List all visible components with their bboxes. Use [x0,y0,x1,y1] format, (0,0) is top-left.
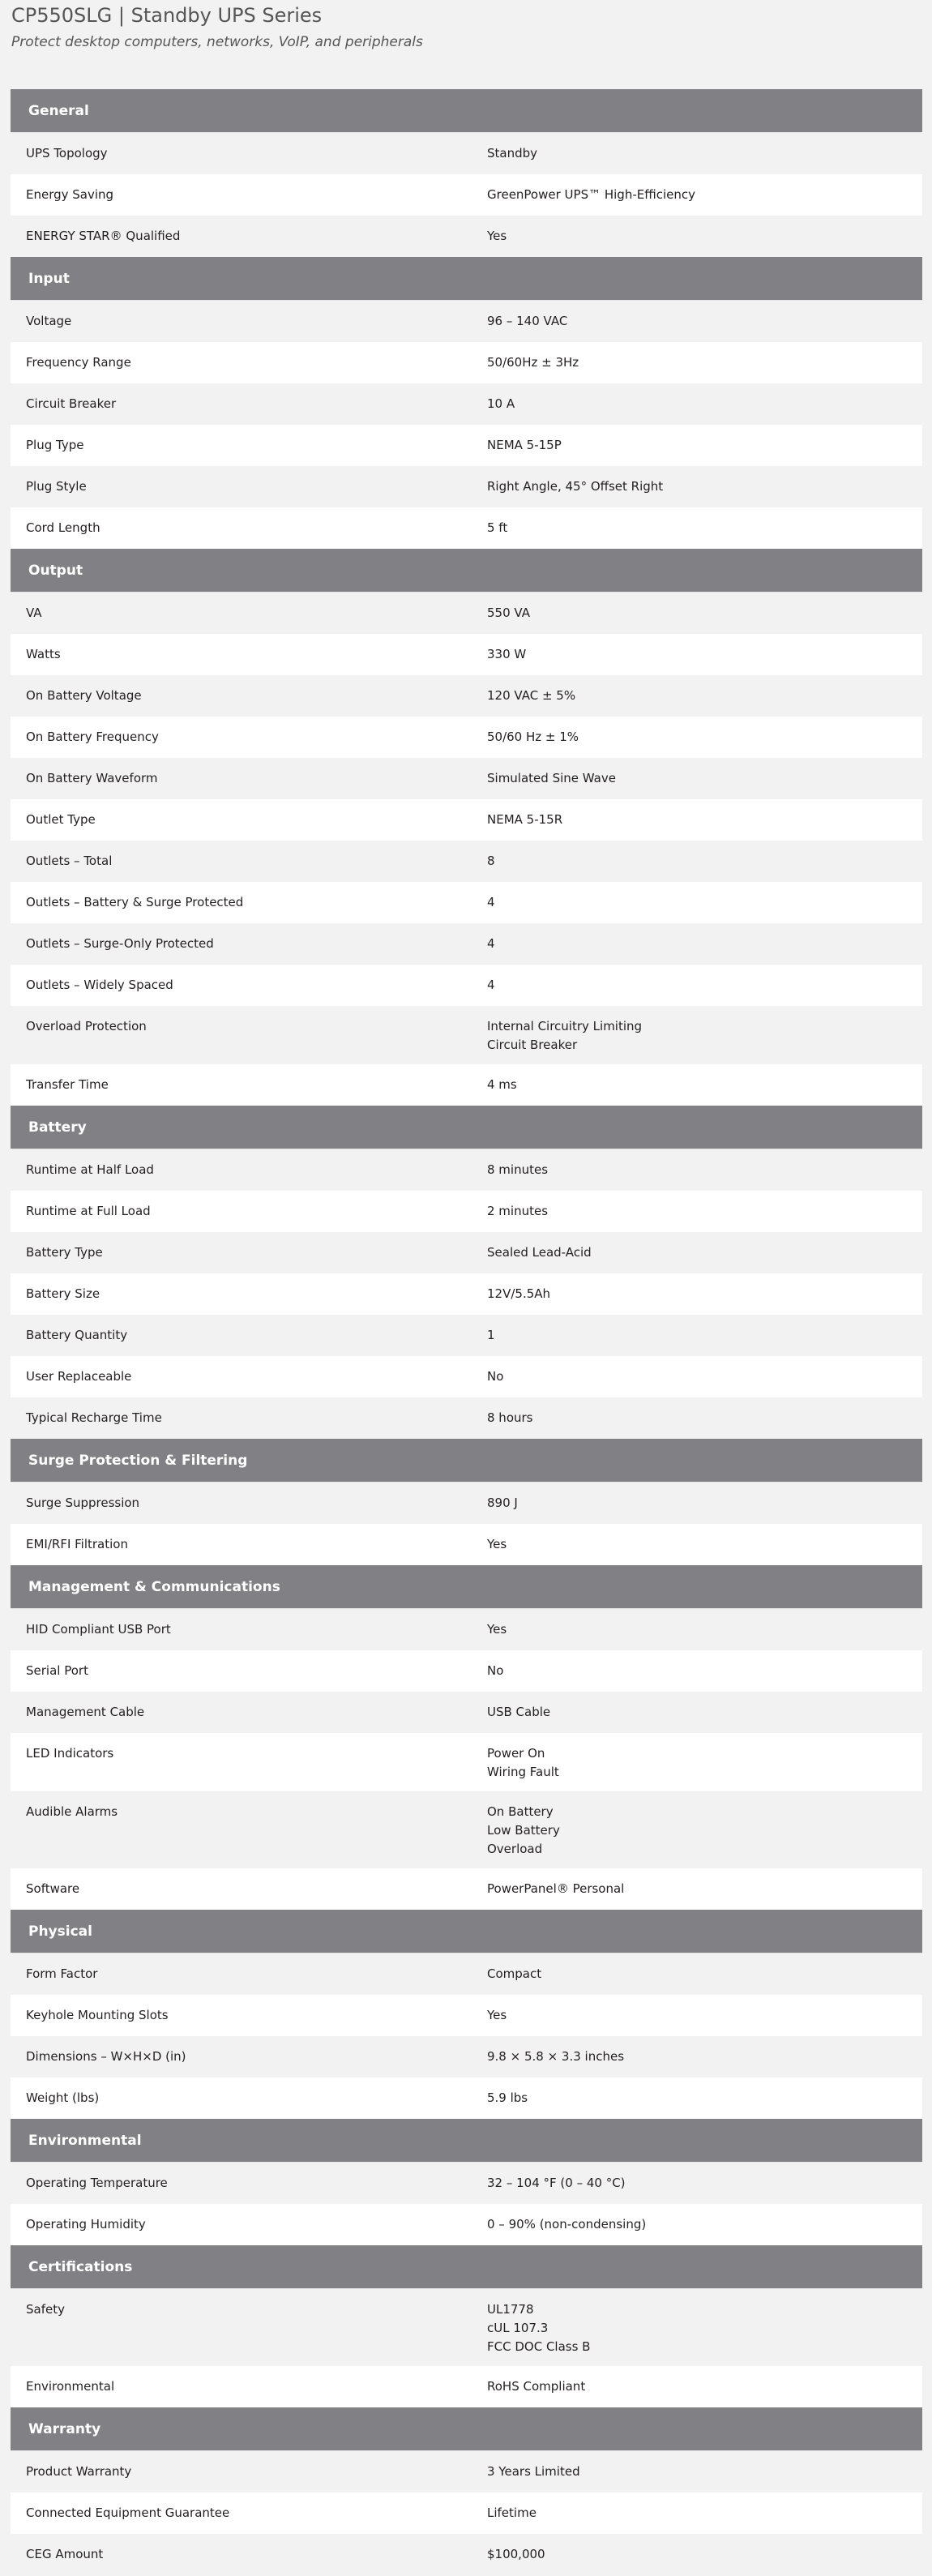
spec-row [11,1006,922,1064]
spec-section [11,89,922,257]
spec-label: Outlets – Total [26,854,113,868]
spec-row [11,1650,922,1692]
spec-label: Outlets – Widely Spaced [26,978,173,992]
spec-value-line: 8 minutes [487,1162,549,1177]
spec-value-line: Standby [487,146,538,160]
spec-value [487,2463,922,2483]
spec-label: Energy Saving [26,187,114,202]
spec-value-line: GreenPower UPS™ High-Efficiency [487,187,695,202]
spec-value-line: No [487,1369,504,1384]
spec-label: LED Indicators [26,1746,114,1761]
spec-value-line: 9.8 × 5.8 × 3.3 inches [487,2049,625,2064]
spec-section [11,549,922,1106]
spec-value [487,604,922,624]
spec-value-line: Yes [487,1622,507,1637]
spec-section [11,2407,922,2575]
spec-value [487,519,922,539]
spec-value-line: Low Battery [487,1823,560,1838]
spec-label: Plug Style [26,479,87,494]
spec-value [487,2215,922,2236]
page-subtitle: Protect desktop computers, networks, VoIP, and peripherals [11,34,423,50]
spec-label: User Replaceable [26,1369,132,1384]
spec-value [487,1703,922,1723]
spec-value [487,893,922,914]
section-header: Battery [11,1106,922,1149]
spec-label: Operating Humidity [26,2217,146,2232]
spec-value-line: FCC DOC Class B [487,2339,591,2354]
spec-value-line: Internal Circuitry Limiting [487,1019,643,1033]
spec-value-line: 1 [487,1328,495,1342]
spec-value-line: 50/60Hz ± 3Hz [487,355,579,370]
spec-value [487,1017,922,1055]
spec-value-line: 890 J [487,1496,518,1510]
spec-row [11,2036,922,2077]
section-header: Certifications [11,2245,922,2289]
spec-row [11,2204,922,2245]
spec-label: Outlets – Battery & Surge Protected [26,895,244,909]
spec-value [487,769,922,789]
spec-section [11,1910,922,2119]
spec-value [487,1620,922,1641]
section-header: Environmental [11,2119,922,2163]
spec-row [11,1733,922,1791]
spec-value-line: On Battery [487,1804,554,1819]
section-header: Input [11,257,922,301]
spec-label: Outlets – Surge-Only Protected [26,936,214,951]
spec-value-line: 4 [487,978,495,992]
spec-row [11,1868,922,1910]
spec-label: Typical Recharge Time [26,1410,162,1425]
spec-row [11,758,922,799]
spec-row [11,634,922,675]
spec-value-line: 32 – 104 °F (0 – 40 °C) [487,2176,626,2190]
spec-value [487,1243,922,1264]
spec-row [11,841,922,882]
spec-row [11,1356,922,1397]
spec-value-line: Yes [487,229,507,243]
section-header: Physical [11,1910,922,1953]
spec-label: Environmental [26,2379,115,2394]
spec-value-line: Power On [487,1746,545,1761]
spec-row [11,2163,922,2204]
spec-value [487,1803,922,1859]
spec-value [487,2504,922,2524]
spec-value [487,1965,922,1985]
spec-section [11,1106,922,1439]
spec-value [487,976,922,996]
spec-label: Watts [26,647,61,661]
spec-row [11,717,922,758]
spec-value-line: No [487,1663,504,1678]
spec-label: Audible Alarms [26,1804,118,1819]
spec-value [487,1285,922,1305]
spec-value [487,687,922,707]
spec-value-line: 8 hours [487,1410,533,1425]
spec-section [11,257,922,549]
spec-value [487,186,922,206]
spec-value-line: 550 VA [487,605,530,620]
spec-value-line: 2 minutes [487,1204,549,1218]
spec-value [487,935,922,955]
spec-value [487,2174,922,2194]
section-header: Management & Communications [11,1565,922,1609]
spec-row [11,2366,922,2407]
spec-value [487,811,922,831]
spec-label: Operating Temperature [26,2176,168,2190]
spec-value-line: UL1778 [487,2302,534,2317]
spec-row [11,301,922,342]
spec-value-line: 330 W [487,647,527,661]
spec-label: Dimensions – W×H×D (in) [26,2049,186,2064]
spec-value [487,2089,922,2109]
spec-row [11,2493,922,2534]
spec-row [11,1064,922,1106]
spec-label: Battery Type [26,1245,103,1260]
spec-row [11,2451,922,2493]
spec-value-line: 5.9 lbs [487,2090,528,2105]
spec-row [11,383,922,425]
spec-value [487,2048,922,2068]
page-header [0,0,932,89]
specifications-table [11,89,922,2575]
spec-value-line: Circuit Breaker [487,1038,578,1052]
spec-row [11,216,922,257]
spec-label: Serial Port [26,1663,88,1678]
spec-value [487,353,922,374]
spec-value-line: 5 ft [487,520,508,535]
spec-label: Outlet Type [26,812,96,827]
spec-row [11,342,922,383]
spec-value [487,1161,922,1181]
spec-row [11,466,922,507]
spec-row [11,1232,922,1273]
spec-value [487,144,922,165]
spec-value-line: Yes [487,2008,507,2022]
spec-row [11,799,922,841]
spec-row [11,1609,922,1650]
spec-value-line: USB Cable [487,1705,551,1719]
spec-row [11,965,922,1006]
spec-value [487,2006,922,2026]
spec-section [11,2119,922,2245]
spec-label: VA [26,605,42,620]
spec-value [487,1076,922,1096]
spec-value-line: Sealed Lead-Acid [487,1245,592,1260]
spec-row [11,882,922,923]
spec-value [487,1202,922,1222]
spec-row [11,1191,922,1232]
spec-value-line: 4 [487,895,495,909]
spec-label: On Battery Waveform [26,771,158,785]
spec-value [487,436,922,456]
spec-row [11,593,922,634]
spec-value [487,1880,922,1900]
spec-section [11,2245,922,2407]
spec-value [487,1409,922,1429]
spec-label: Frequency Range [26,355,131,370]
spec-value-line: RoHS Compliant [487,2379,586,2394]
spec-label: Surge Suppression [26,1496,140,1510]
spec-value [487,477,922,498]
spec-row [11,133,922,174]
spec-value-line: Right Angle, 45° Offset Right [487,479,664,494]
section-header: Surge Protection & Filtering [11,1439,922,1483]
spec-value [487,2377,922,2398]
spec-value-line: 50/60 Hz ± 1% [487,730,579,744]
spec-row [11,1524,922,1565]
spec-label: On Battery Frequency [26,730,159,744]
spec-label: UPS Topology [26,146,108,160]
spec-label: HID Compliant USB Port [26,1622,171,1637]
spec-value-line: 4 ms [487,1077,517,1092]
spec-label: EMI/RFI Filtration [26,1537,128,1551]
spec-label: Keyhole Mounting Slots [26,2008,169,2022]
spec-value-line: Compact [487,1966,542,1981]
spec-label: Product Warranty [26,2464,132,2479]
spec-value-line: 10 A [487,396,515,411]
spec-value [487,728,922,748]
spec-value-line: Lifetime [487,2505,537,2520]
spec-value [487,1662,922,1682]
spec-label: Runtime at Half Load [26,1162,154,1177]
spec-value-line: PowerPanel® Personal [487,1881,625,1896]
spec-value-line: 4 [487,936,495,951]
spec-row [11,507,922,549]
spec-row [11,174,922,216]
spec-label: Management Cable [26,1705,145,1719]
spec-label: Form Factor [26,1966,98,1981]
spec-value-line: 96 – 140 VAC [487,314,568,328]
spec-row [11,1692,922,1733]
spec-label: On Battery Voltage [26,688,142,703]
section-header: Warranty [11,2407,922,2451]
spec-label: Plug Type [26,438,84,452]
spec-row [11,1397,922,1439]
spec-row [11,1483,922,1524]
spec-value [487,2300,922,2356]
page-title: CP550SLG | Standby UPS Series [11,4,323,27]
spec-value [487,1744,922,1782]
spec-value-line: Wiring Fault [487,1765,559,1779]
spec-value [487,2545,922,2565]
spec-row [11,2289,922,2366]
spec-label: ENERGY STAR® Qualified [26,229,181,243]
section-header: General [11,89,922,133]
spec-row [11,923,922,965]
spec-value [487,227,922,247]
spec-row [11,1995,922,2036]
spec-value-line: 3 Years Limited [487,2464,580,2479]
spec-label: Transfer Time [26,1077,109,1092]
spec-label: Runtime at Full Load [26,1204,151,1218]
spec-label: Circuit Breaker [26,396,117,411]
spec-row [11,2534,922,2575]
spec-value [487,645,922,665]
spec-row [11,1273,922,1315]
spec-value [487,1367,922,1388]
spec-value-line: $100,000 [487,2547,545,2561]
spec-label: CEG Amount [26,2547,104,2561]
spec-label: Overload Protection [26,1019,147,1033]
spec-value [487,852,922,872]
spec-value-line: Simulated Sine Wave [487,771,616,785]
spec-row [11,1149,922,1191]
spec-value [487,312,922,332]
spec-label: Connected Equipment Guarantee [26,2505,230,2520]
spec-value-line: 0 – 90% (non-condensing) [487,2217,647,2232]
spec-row [11,2077,922,2119]
spec-label: Battery Size [26,1286,100,1301]
spec-section [11,1439,922,1565]
spec-value-line: cUL 107.3 [487,2321,549,2335]
section-header: Output [11,549,922,593]
spec-value-line: NEMA 5-15R [487,812,563,827]
spec-row [11,1315,922,1356]
spec-label: Software [26,1881,80,1896]
spec-label: Weight (lbs) [26,2090,100,2105]
spec-value-line: 120 VAC ± 5% [487,688,576,703]
spec-label: Voltage [26,314,72,328]
spec-value [487,395,922,415]
spec-row [11,1953,922,1995]
spec-row [11,425,922,466]
spec-value [487,1494,922,1514]
spec-label: Safety [26,2302,65,2317]
spec-value-line: Overload [487,1842,543,1856]
spec-label: Cord Length [26,520,100,535]
spec-value-line: 8 [487,854,495,868]
spec-value-line: 12V/5.5Ah [487,1286,551,1301]
spec-value [487,1326,922,1346]
spec-row [11,1791,922,1868]
spec-label: Battery Quantity [26,1328,128,1342]
spec-row [11,675,922,717]
spec-value-line: NEMA 5-15P [487,438,562,452]
spec-value [487,1535,922,1555]
spec-value-line: Yes [487,1537,507,1551]
spec-section [11,1565,922,1910]
